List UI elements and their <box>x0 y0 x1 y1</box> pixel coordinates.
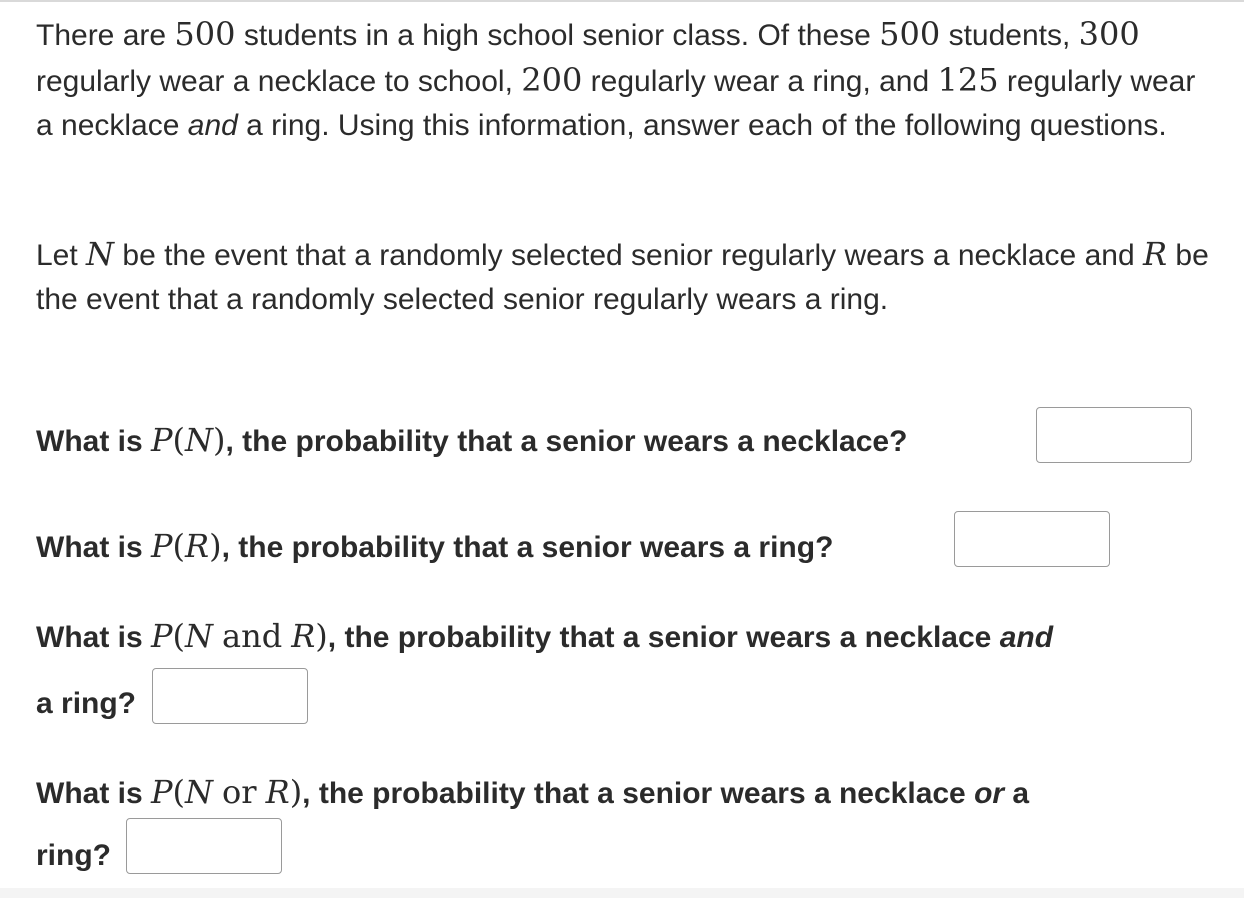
total-students-value: 500 <box>174 15 236 53</box>
question-p-n: What is P(N), the probability that a senior wears a necklace? <box>36 421 908 459</box>
answer-input-p-n-or-r[interactable] <box>126 818 282 874</box>
problem-statement: There are 500 students in a high school senior class. Of these 500 students, 300 regularly wear a necklace to school, 200 regularly wear a ring, and 125 regularly wear a necklace and a ring. Using this information, answer each of the following questions. <box>36 15 1196 142</box>
top-divider <box>0 0 1244 2</box>
event-definitions: Let N be the event that a randomly selected senior regularly wears a necklace and R be the event that a randomly selected senior regularly wears a ring. <box>36 235 1209 316</box>
both-count: 125 <box>937 61 999 99</box>
event-n-symbol: N <box>86 235 115 273</box>
question-p-n-or-r: What is P(N or R), the probability that a senior wears a necklace or a <box>36 773 1030 811</box>
question-p-r: What is P(R), the probability that a senior wears a ring? <box>36 527 834 565</box>
answer-input-p-n-and-r[interactable] <box>152 668 308 724</box>
question-p-n-and-r: What is P(N and R), the probability that a senior wears a necklace and <box>36 617 1054 655</box>
ring-count: 200 <box>521 61 583 99</box>
answer-input-p-n[interactable] <box>1036 407 1192 463</box>
question-p-n-and-r-continued: a ring? <box>36 687 137 720</box>
bottom-band <box>0 888 1244 898</box>
question-p-n-or-r-continued: ring? <box>36 839 111 872</box>
total-students-value-repeat: 500 <box>879 15 941 53</box>
answer-input-p-r[interactable] <box>954 511 1110 567</box>
event-r-symbol: R <box>1142 235 1168 273</box>
and-emphasis: and <box>187 109 238 142</box>
necklace-count: 300 <box>1078 15 1140 53</box>
